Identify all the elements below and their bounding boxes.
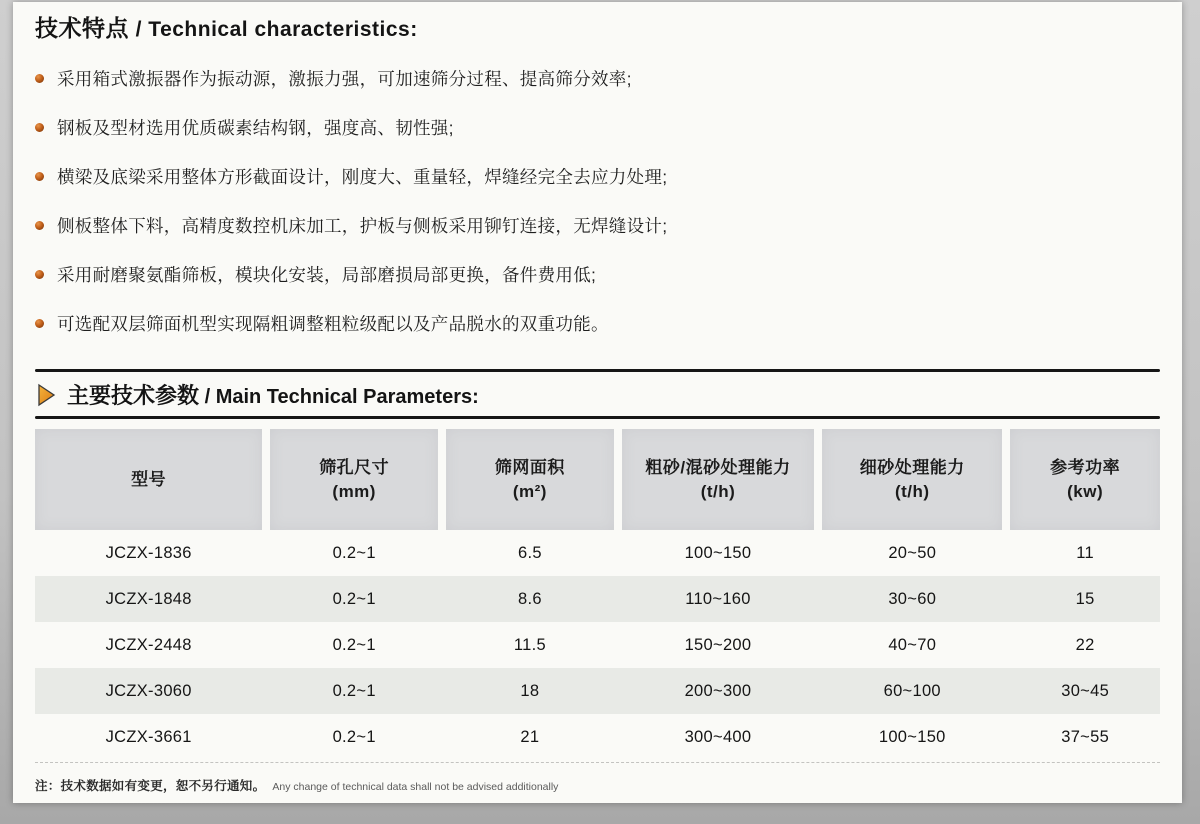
cell-coarse-capacity: 110~160 <box>685 589 751 608</box>
cell-reference-power: 22 <box>1075 635 1095 654</box>
cell-fine-capacity: 40~70 <box>888 635 937 654</box>
document-page <box>13 2 1182 803</box>
cell-screen-area: 18 <box>520 681 540 700</box>
table-bottom-rule <box>35 762 1160 763</box>
cell-reference-power: 15 <box>1075 589 1095 608</box>
footnote <box>35 776 1160 794</box>
footnote-english: Any change of technical data shall not be advised additionally <box>272 781 559 793</box>
list-item <box>35 69 1160 90</box>
feature-text: 钢板及型材选用优质碳素结构钢，强度高、韧性强; <box>57 118 454 138</box>
main-technical-parameters-section <box>35 369 1160 794</box>
table-row <box>35 576 1160 622</box>
feature-text: 侧板整体下料，高精度数控机床加工，护板与侧板采用铆钉连接，无焊缝设计; <box>57 216 668 236</box>
cell-mesh-size: 0.2~1 <box>332 681 376 700</box>
list-item <box>35 216 1160 237</box>
cell-screen-area: 6.5 <box>517 543 542 562</box>
cell-screen-area: 21 <box>520 727 540 746</box>
list-item <box>35 314 1160 335</box>
cell-coarse-capacity: 200~300 <box>684 681 752 700</box>
features-section-title <box>35 10 1160 43</box>
bullet-icon <box>35 172 44 181</box>
cell-fine-capacity: 60~100 <box>883 681 941 700</box>
bullet-icon <box>35 221 44 230</box>
feature-text: 采用箱式激振器作为振动源，激振力强，可加速筛分过程、提高筛分效率; <box>57 69 632 89</box>
feature-text: 可选配双层筛面机型实现隔粗调整粗粒级配以及产品脱水的双重功能。 <box>57 314 609 334</box>
cell-coarse-capacity: 150~200 <box>684 635 752 654</box>
cell-mesh-size: 0.2~1 <box>332 589 376 608</box>
cell-mesh-size: 0.2~1 <box>332 635 376 654</box>
cell-model: JCZX-1848 <box>105 589 192 608</box>
table-row <box>35 714 1160 760</box>
cell-fine-capacity: 30~60 <box>888 589 937 608</box>
list-item <box>35 265 1160 286</box>
bullet-icon <box>35 319 44 328</box>
features-list <box>35 69 1160 335</box>
bullet-icon <box>35 74 44 83</box>
cell-screen-area: 11.5 <box>513 635 546 654</box>
cell-mesh-size: 0.2~1 <box>332 543 376 562</box>
cell-model: JCZX-1836 <box>105 543 192 562</box>
technical-characteristics-section <box>35 10 1160 335</box>
cell-mesh-size: 0.2~1 <box>332 727 376 746</box>
column-header-coarse-capacity: 粗砂/混砂处理能力 (t/h) <box>622 429 814 530</box>
cell-model: JCZX-3661 <box>105 727 192 746</box>
parameters-table <box>35 429 1160 763</box>
section-divider-bottom <box>35 416 1160 419</box>
column-header-model: 型号 <box>35 429 262 530</box>
triangle-right-icon <box>37 383 56 407</box>
params-section-header <box>35 372 1160 416</box>
cell-reference-power: 11 <box>1076 543 1094 562</box>
table-row <box>35 622 1160 668</box>
feature-text: 采用耐磨聚氨酯筛板，模块化安装，局部磨损局部更换，备件费用低; <box>57 265 597 285</box>
bullet-icon <box>35 123 44 132</box>
footnote-chinese: 注：技术数据如有变更，恕不另行通知。 <box>35 779 266 793</box>
cell-model: JCZX-2448 <box>105 635 192 654</box>
params-section-title <box>67 379 479 410</box>
cell-fine-capacity: 100~150 <box>878 727 946 746</box>
cell-fine-capacity: 20~50 <box>888 543 937 562</box>
table-row <box>35 530 1160 576</box>
cell-reference-power: 30~45 <box>1061 681 1110 700</box>
column-header-mesh-size: 筛孔尺寸 (mm) <box>270 429 438 530</box>
table-row <box>35 668 1160 714</box>
column-header-fine-capacity: 细砂处理能力 (t/h) <box>822 429 1002 530</box>
cell-coarse-capacity: 100~150 <box>684 543 752 562</box>
column-header-reference-power: 参考功率 (kw) <box>1010 429 1160 530</box>
table-header-row <box>35 429 1160 530</box>
feature-text: 横梁及底梁采用整体方形截面设计，刚度大、重量轻，焊缝经完全去应力处理; <box>57 167 668 187</box>
features-title-chinese: 技术特点 <box>35 15 129 41</box>
cell-reference-power: 37~55 <box>1061 727 1110 746</box>
cell-coarse-capacity: 300~400 <box>684 727 752 746</box>
params-title-chinese: 主要技术参数 <box>67 383 200 408</box>
column-header-screen-area: 筛网面积 (m²) <box>446 429 614 530</box>
cell-screen-area: 8.6 <box>517 589 542 608</box>
list-item <box>35 167 1160 188</box>
cell-model: JCZX-3060 <box>105 681 192 700</box>
params-title-english: / Main Technical Parameters: <box>204 386 479 408</box>
bullet-icon <box>35 270 44 279</box>
list-item <box>35 118 1160 139</box>
features-title-english: / Technical characteristics: <box>135 18 418 41</box>
